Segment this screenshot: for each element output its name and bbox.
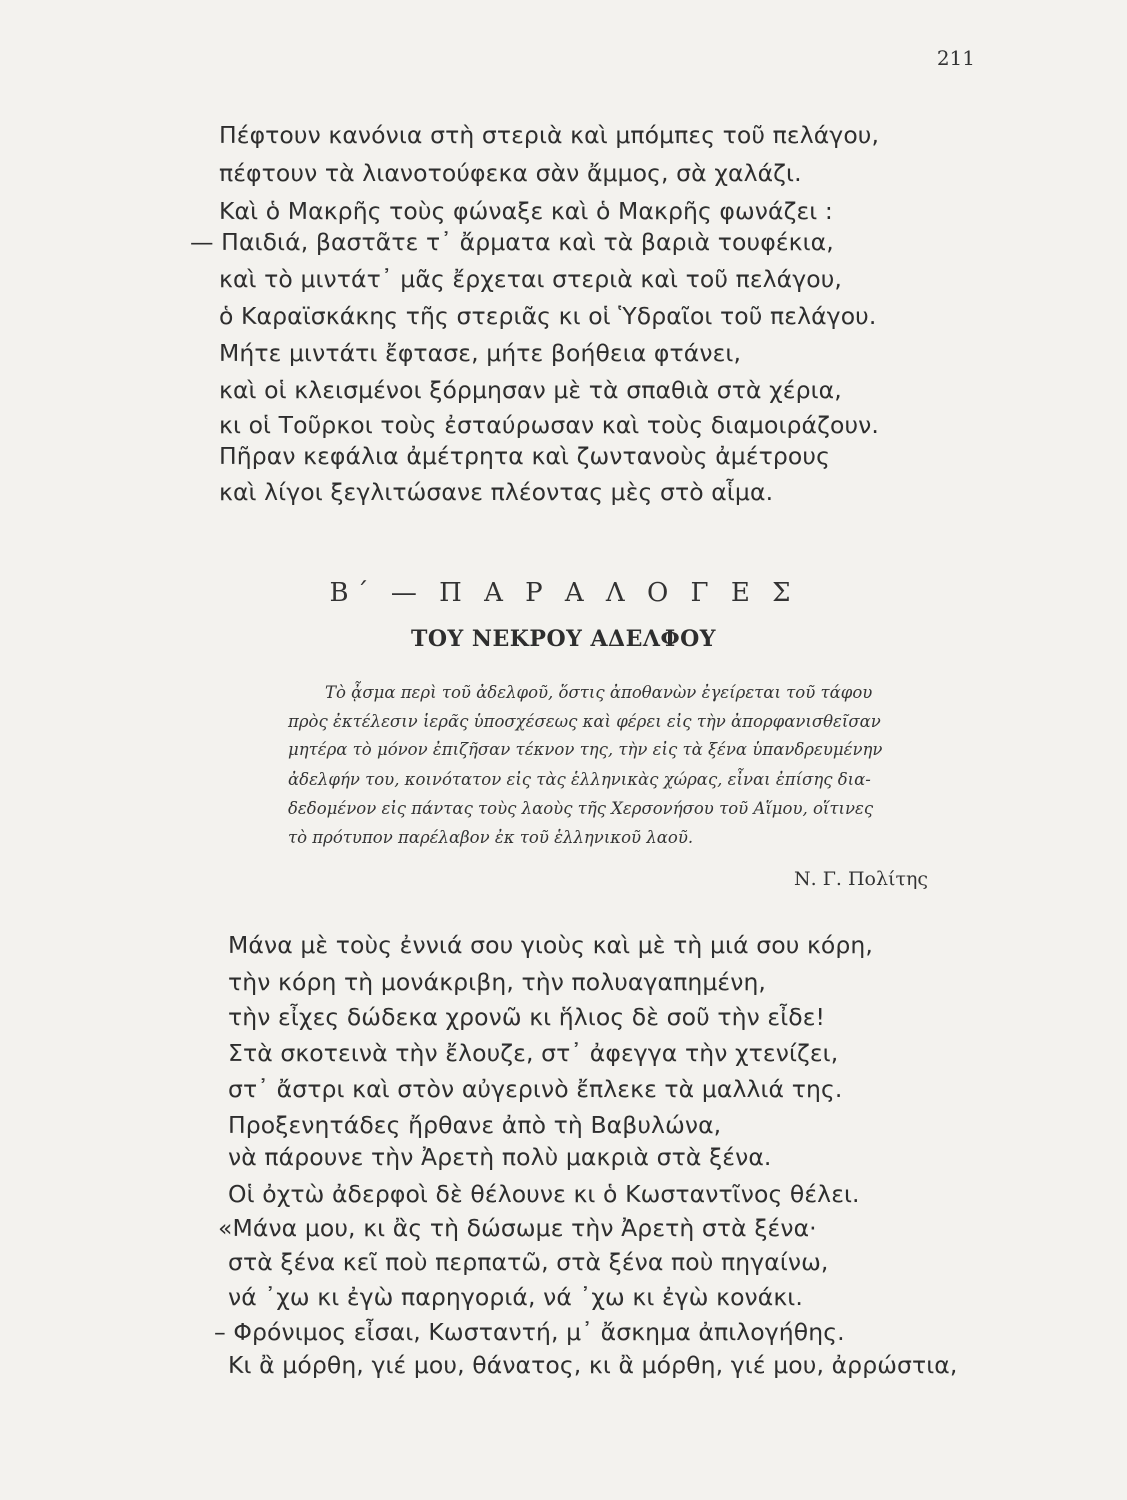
note-line: πρὸς ἐκτέλεσιν ἱερᾶς ὑποσχέσεως καὶ φέρει εἰς τὴν ἀπορφανισθεῖσαν	[288, 712, 881, 731]
poem-line: καὶ οἱ κλεισμένοι ξόρμησαν μὲ τὰ σπαθιὰ στὰ χέρια,	[219, 376, 842, 404]
poem-line: «Μάνα μου, κι ἂς τὴ δώσωμε τὴν Ἀρετὴ στὰ ξένα·	[218, 1214, 817, 1242]
note-line: ἀδελφήν του, κοινότατον εἰς τὰς ἑλληνικὰς χώρας, εἶναι ἐπίσης δια-	[288, 770, 871, 789]
note-line: Τὸ ᾆσμα περὶ τοῦ ἀδελφοῦ, ὅστις ἀποθανὼν ἐγείρεται τοῦ τάφου	[325, 683, 873, 702]
poem-line: Στὰ σκοτεινὰ τὴν ἔλουζε, στ᾿ ἀφεγγα τὴν χτενίζει,	[228, 1039, 839, 1067]
page-number: 211	[936, 46, 975, 70]
poem-line: νὰ πάρουνε τὴν Ἀρετὴ πολὺ μακριὰ στὰ ξένα.	[228, 1143, 772, 1171]
note-line: τὸ πρότυπον παρέλαβον ἐκ τοῦ ἑλληνικοῦ λαοῦ.	[288, 828, 694, 847]
poem-line: στὰ ξένα κεῖ ποὺ περπατῶ, στὰ ξένα ποὺ πηγαίνω,	[228, 1248, 829, 1276]
poem-line: Πέφτουν κανόνια στὴ στεριὰ καὶ μπόμπες τοῦ πελάγου,	[219, 121, 880, 149]
poem-line: κι οἱ Τοῦρκοι τοὺς ἐσταύρωσαν καὶ τοὺς διαμοιράζουν.	[219, 411, 879, 439]
poem-line: Μήτε μιντάτι ἔφτασε, μήτε βοήθεια φτάνει,	[219, 339, 742, 367]
poem-line: Προξενητάδες ἤρθανε ἀπὸ τὴ Βαβυλώνα,	[228, 1111, 722, 1139]
poem-line: Κι ἂ μόρθη, γιέ μου, θάνατος, κι ἂ μόρθη, γιέ μου, ἀρρώστια,	[228, 1351, 958, 1379]
poem-line: πέφτουν τὰ λιανοτούφεκα σὰν ἄμμος, σὰ χαλάζι.	[219, 159, 802, 187]
poem-line: – Φρόνιμος εἶσαι, Κωσταντή, μ᾿ ἄσκημα ἀπιλογήθης.	[214, 1318, 845, 1346]
poem-line: ὁ Καραϊσκάκης τῆς στεριᾶς κι οἱ Ὑδραῖοι τοῦ πελάγου.	[219, 302, 877, 330]
poem-line: καὶ λίγοι ξεγλιτώσανε πλέοντας μὲς στὸ αἷμα.	[219, 478, 774, 506]
song-title: ΤΟΥ ΝΕΚΡΟΥ ΑΔΕΛΦΟΥ	[411, 626, 716, 652]
poem-line: στ᾿ ἄστρι καὶ στὸν αὐγερινὸ ἔπλεκε τὰ μαλλιά της.	[228, 1075, 843, 1103]
poem-line: τὴν εἶχες δώδεκα χρονῶ κι ἥλιος δὲ σοῦ τὴν εἶδε!	[228, 1003, 826, 1031]
note-line: μητέρα τὸ μόνον ἐπιζῆσαν τέκνον της, τὴν εἰς τὰ ξένα ὑπανδρευμένην	[288, 740, 883, 759]
poem-line: Οἱ ὀχτὼ ἀδερφοὶ δὲ θέλουνε κι ὁ Κωσταντῖνος θέλει.	[228, 1180, 860, 1208]
poem-line: καὶ τὸ μιντάτ᾿ μᾶς ἔρχεται στεριὰ καὶ τοῦ πελάγου,	[219, 265, 842, 293]
poem-line: Πῆραν κεφάλια ἀμέτρητα καὶ ζωντανοὺς ἀμέτρους	[219, 442, 830, 470]
section-heading: Β΄ — Π Α Ρ Α Λ Ο Γ Ε Σ	[329, 578, 798, 608]
note-author: Ν. Γ. Πολίτης	[793, 868, 928, 890]
note-line: δεδομένον εἰς πάντας τοὺς λαοὺς τῆς Χερσονήσου τοῦ Αἵμου, οἵτινες	[288, 799, 874, 818]
poem-line: Μάνα μὲ τοὺς ἐννιά σου γιοὺς καὶ μὲ τὴ μιά σου κόρη,	[228, 931, 873, 959]
poem-line: τὴν κόρη τὴ μονάκριβη, τὴν πολυαγαπημένη,	[228, 968, 767, 996]
poem-line: — Παιδιά, βαστᾶτε τ᾿ ἄρματα καὶ τὰ βαριὰ τουφέκια,	[190, 228, 834, 256]
poem-line: Καὶ ὁ Μακρῆς τοὺς φώναξε καὶ ὁ Μακρῆς φωνάζει :	[219, 197, 833, 225]
poem-line: νά ᾿χω κι ἐγὼ παρηγοριά, νά ᾿χω κι ἐγὼ κονάκι.	[228, 1283, 803, 1311]
